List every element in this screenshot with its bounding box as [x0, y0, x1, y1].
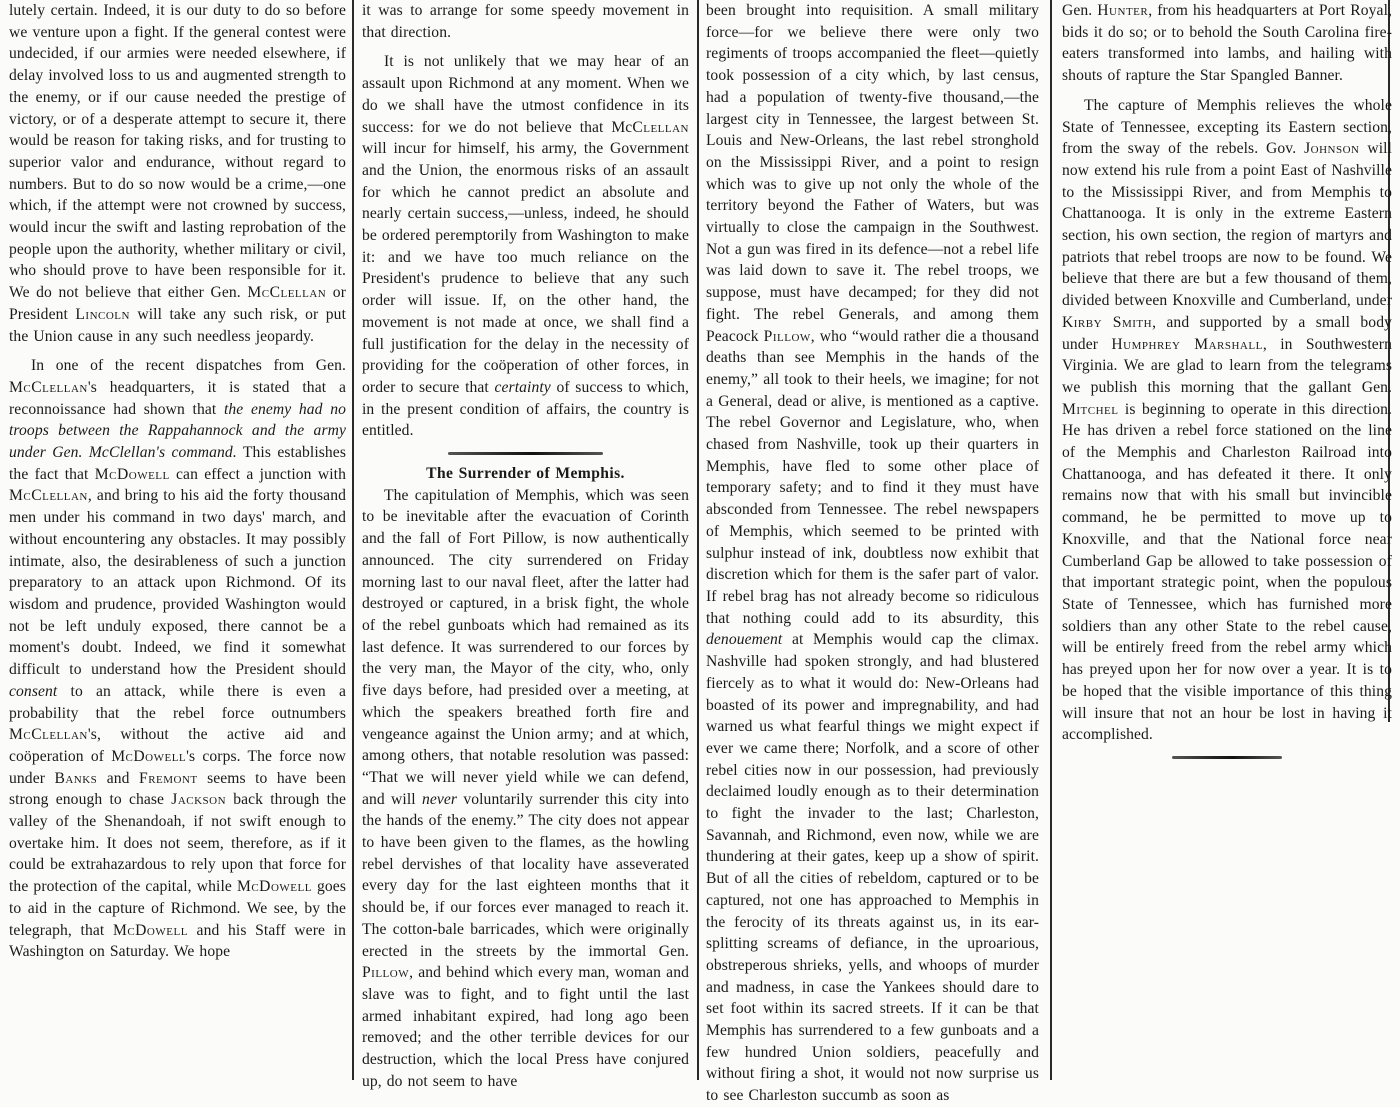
- body-text: In one of the recent dispatches from Gen.: [31, 357, 346, 375]
- body-text: it was to arrange for some speedy movement in that direction.: [362, 2, 689, 41]
- proper-name: McClellan: [9, 487, 88, 505]
- proper-name: McDowell: [112, 921, 188, 939]
- body-text: The capture of Memphis relieves the whole State of Tennessee, excepting its Eastern section, from the sway of the rebels. Gov.: [1062, 96, 1392, 158]
- body-text: , who “would rather die a thousand deaths than see Memphis in the hands of the enemy,” all took to their heels, we imagine; for not a General, dead or alive, is mentioned as a captive. The rebel Governor and Legislature, who, when chased from Nashville, took up their quarters in Memphis, have fled to some other place of temporary safety; and to find it they must have absconded from Tennessee. The rebel newspapers of Memphis, which seemed to be printed with sulphur instead of ink, doubtless now exhibit that discretion which for them is the safer part of valor. If rebel brag has not already become so ridiculous that nothing could add to its absurdity, this: [706, 327, 1039, 627]
- body-text: voluntarily surrender this city into the hands of the enemy.” The city does not appear to have been given to the flames, as the howling rebel dervishes of that locality have asseverated every day for the last eighteen months that it should be, if our forces ever managed to reach it. The cotton-bale barricades, which were originally erected in the streets by the immortal Gen.: [362, 790, 689, 960]
- body-text: , in Southwestern Virginia. We are glad to learn from the telegrams we publish this morning that the gallant Gen.: [1062, 335, 1392, 396]
- body-text: back through the valley of the Shenandoah, if not swift enough to overtake him. It does not seem, therefore, as if it could be extrahazardous to rely upon that force for the protection of the capital, while: [9, 791, 346, 896]
- column-rule-1: [352, 0, 354, 1080]
- body-text: The capitulation of Memphis, which was seen to be inevitable after the evacuation of Corinth and the fall of Fort Pillow, is now authentically announced. The city surrendered on Friday morning last to our naval fleet, after the latter had destroyed or captured, in a brisk fight, the whole of the rebel gunboats which had remained as its last defence. It was surrendered to our forces by the very man, the Mayor of the city, who, only five days before, had presided over a meeting, at which the speakers breathed forth fire and vengeance against the Union army; and at which, among others, that notable resolution was passed: “That we will never yield while we can defend, and will: [362, 486, 689, 808]
- column-rule-3: [1050, 0, 1052, 1080]
- proper-name: Pillow: [362, 964, 410, 982]
- proper-name: Humphrey Marshall: [1111, 335, 1263, 353]
- proper-name: Mitchel: [1062, 400, 1119, 418]
- article-paragraph: [1062, 0, 1392, 87]
- article-paragraph: [9, 355, 346, 963]
- emphasis-text: certainty: [494, 378, 551, 396]
- column-rule-2: [697, 0, 699, 1080]
- article-column-3: [706, 0, 1039, 1107]
- body-text: 's, without the active aid and coöperation of: [9, 726, 346, 765]
- body-text: to an attack, while there is even a probability that the rebel force outnumbers: [9, 682, 346, 722]
- section-headline: The Surrender of Memphis.: [426, 465, 625, 483]
- body-text: been brought into requisition. A small military force—for we believe there were only two regiments of troops accompanied the fleet—quietly took possession of a city which, by last census, had a population of twenty-five thousand,—the largest city in Tennessee, the largest between St. Louis and New-Orleans, the last rebel stronghold on the Mississippi River, and a point to resign which was to give up not only the whole of the territory beyond the Father of Waters, but was virtually to close the campaign in the Southwest. Not a gun was fired in its defence—not a rebel life was laid down to save it. The rebel troops, we suppose, must have decamped; for they did not fight. The rebel Generals, and among them Peacock: [706, 2, 1039, 345]
- body-text: , and bring to his aid the forty thousand men under his command in two days' march, and without encountering any obstacles. It may possibly intimate, also, the desirableness of such a junction preparatory to an attack upon Richmond. Of its wisdom and prudence, provided Washington would not be left unduly exposed, there cannot be a moment's doubt. Indeed, we find it somewhat difficult to understand how the President should: [9, 487, 346, 679]
- body-text: can effect a junction with: [169, 465, 346, 483]
- article-paragraph: [362, 485, 689, 1093]
- body-text: , from his headquarters at Port Royal, bids it do so; or to behold the South Carolina fire-eaters transformed into lambs, and hailing with shouts of rapture the Star Spangled Banner.: [1062, 2, 1392, 85]
- emphasis-text: denouement: [706, 631, 783, 649]
- body-text: and: [97, 769, 140, 787]
- body-text: , and supported by a small body under: [1062, 313, 1392, 353]
- proper-name: McDowell: [94, 465, 170, 483]
- proper-name: McClellan: [9, 378, 88, 396]
- emphasis-text: never: [421, 790, 458, 808]
- proper-name: McClellan: [247, 284, 327, 302]
- body-text: will incur for himself, his army, the Government and the Union, the enormous risks of an assault for which he cannot predict an absolute and nearly certain success,—unless, indeed, he should be ordered peremptorily from Washington to make it: and we have too much reliance on the President's prudence to believe that any such order will issue. If, on the other hand, the movement is not made at once, we shall find a full justification for the delay in the necessity of providing for the coöperation of other forces, in order to secure that: [362, 140, 690, 396]
- body-text: It is not unlikely that we may hear of an assault upon Richmond at any moment. When we do we shall have the utmost confidence in its success: for we do not believe that Mc: [362, 53, 689, 136]
- body-text: of success to which, in the present condition of affairs, the country is entitled.: [362, 378, 689, 440]
- body-text: or President: [9, 284, 346, 323]
- article-column-1: [9, 0, 346, 963]
- body-text: , and behind which every man, woman and slave was to fight, and to fight until the last armed inhabitant expired, had long ago been removed; and the other terrible devices for our destruction, which the local Press have conjured up, do not seem to have: [362, 964, 689, 1090]
- proper-name: Fremont: [139, 769, 198, 787]
- body-text: This establishes the fact that: [9, 444, 347, 483]
- body-text: lutely certain. Indeed, it is our duty to do so before we venture upon a fight. If the general contest were undecided, if our armies were needed elsewhere, if delay involved loss to us and augmented strength to the enemy, or if our cause needed the prestige of victory, or of a desperate attempt to secure it, there would be reason for taking risks, and for trusting to superior valor and endurance, without regard to numbers. But to do so now would be a crime,—one which, if the attempt were not crowned by success, would incur the swift and lasting reprobation of the people upon the authority, whether military or civil, who should prove to have been responsible for it. We do not believe that either Gen.: [9, 2, 346, 302]
- body-text: and his Staff were in Washington on Saturday. We hope: [9, 921, 346, 961]
- emphasis-text: the enemy had no troops between the Rappahannock and the army under Gen. McClellan's command.: [9, 400, 346, 462]
- article-column-4: [1062, 0, 1392, 767]
- body-text: is beginning to operate in this direction. He has driven a rebel force stationed on the line of the Memphis and Charleston Railroad into Chattanooga, and has defeated it there. It only remains now that with his small but invincible command, he be permitted to move up to Knoxville, and that the National force near Cumberland Gap be allowed to take possession of that important strategic point, when the populous State of Tennessee, which has furnished more soldiers than any other State to the rebel cause, will be entirely freed from the rebel army which has preyed upon her for now over a year. It is to be hoped that the visible importance of this thing will insure that not an hour be lost in having it accomplished.: [1062, 400, 1392, 744]
- proper-name: Jackson: [171, 791, 227, 809]
- article-paragraph: [9, 0, 346, 347]
- proper-name: Kirby Smith: [1062, 313, 1153, 331]
- proper-name: Hunter: [1097, 2, 1149, 19]
- article-paragraph: [362, 0, 689, 43]
- proper-name: Banks: [54, 769, 98, 787]
- body-text: will now extend his rule from a point East of Nashville to the Mississippi River, and from Memphis to Chattanooga. It is only in the extreme Eastern section, his own section, the region of martyrs and patriots that rebel troops are now to be found. We believe that there are but a few thousand of them, divided between Knoxville and Cumberland, under: [1062, 140, 1392, 310]
- body-text: seems to have been strong enough to chase: [9, 769, 347, 809]
- body-text: goes to aid in the capture of Richmond. We see, by the telegraph, that: [9, 878, 346, 939]
- end-of-article-divider: [1172, 756, 1282, 759]
- proper-name: Lincoln: [75, 305, 130, 323]
- proper-name: McDowell: [236, 878, 312, 896]
- article-column-2: [362, 0, 689, 1092]
- body-text: 's corps. The force now under: [9, 747, 346, 787]
- article-paragraph: [1062, 95, 1392, 746]
- proper-name: Pillow: [763, 327, 811, 345]
- emphasis-text: consent: [9, 682, 58, 700]
- body-text: at Memphis would cap the climax. Nashville had spoken strongly, and had blustered fiercely as to what it would do: New-Orleans had boasted of its power and impregnability, and had warned us what fearful things we might expect if ever we came there; Norfolk, and a score of other rebel cities now in our possession, had previously declaimed loudly enough as to their determination to fight the invader to the last; Charleston, Savannah, and Richmond, even now, while we are thundering at their gates, keep up a show of spirit. But of all the cities of rebeldom, captured or to be captured, not one has approached to Memphis in the ferocity of its threats against us, in its ear-splitting screams of defiance, in the uproarious, obstreperous shrieks, yells, and whoops of murder and madness, in case the Yankees should dare to set foot within its sacred streets. If it can be that Memphis has surrendered to a few gunboats and a few hundred Union soldiers, peacefully and without firing a shot, it would not now surprise us to see Charleston succumb as soon as: [706, 631, 1039, 1105]
- body-text: 's headquarters, it is stated that a reconnoissance had shown that: [9, 378, 346, 418]
- body-text: Gen.: [1062, 2, 1098, 19]
- section-divider: [448, 452, 603, 455]
- proper-name: Clellan: [632, 118, 689, 136]
- article-paragraph: [706, 0, 1039, 1107]
- proper-name: McDowell: [111, 747, 187, 765]
- proper-name: Johnson: [1304, 140, 1360, 158]
- body-text: will take any such risk, or put the Union cause in any such needless jeopardy.: [9, 305, 346, 345]
- proper-name: McClellan: [9, 726, 88, 744]
- article-paragraph: [362, 51, 689, 442]
